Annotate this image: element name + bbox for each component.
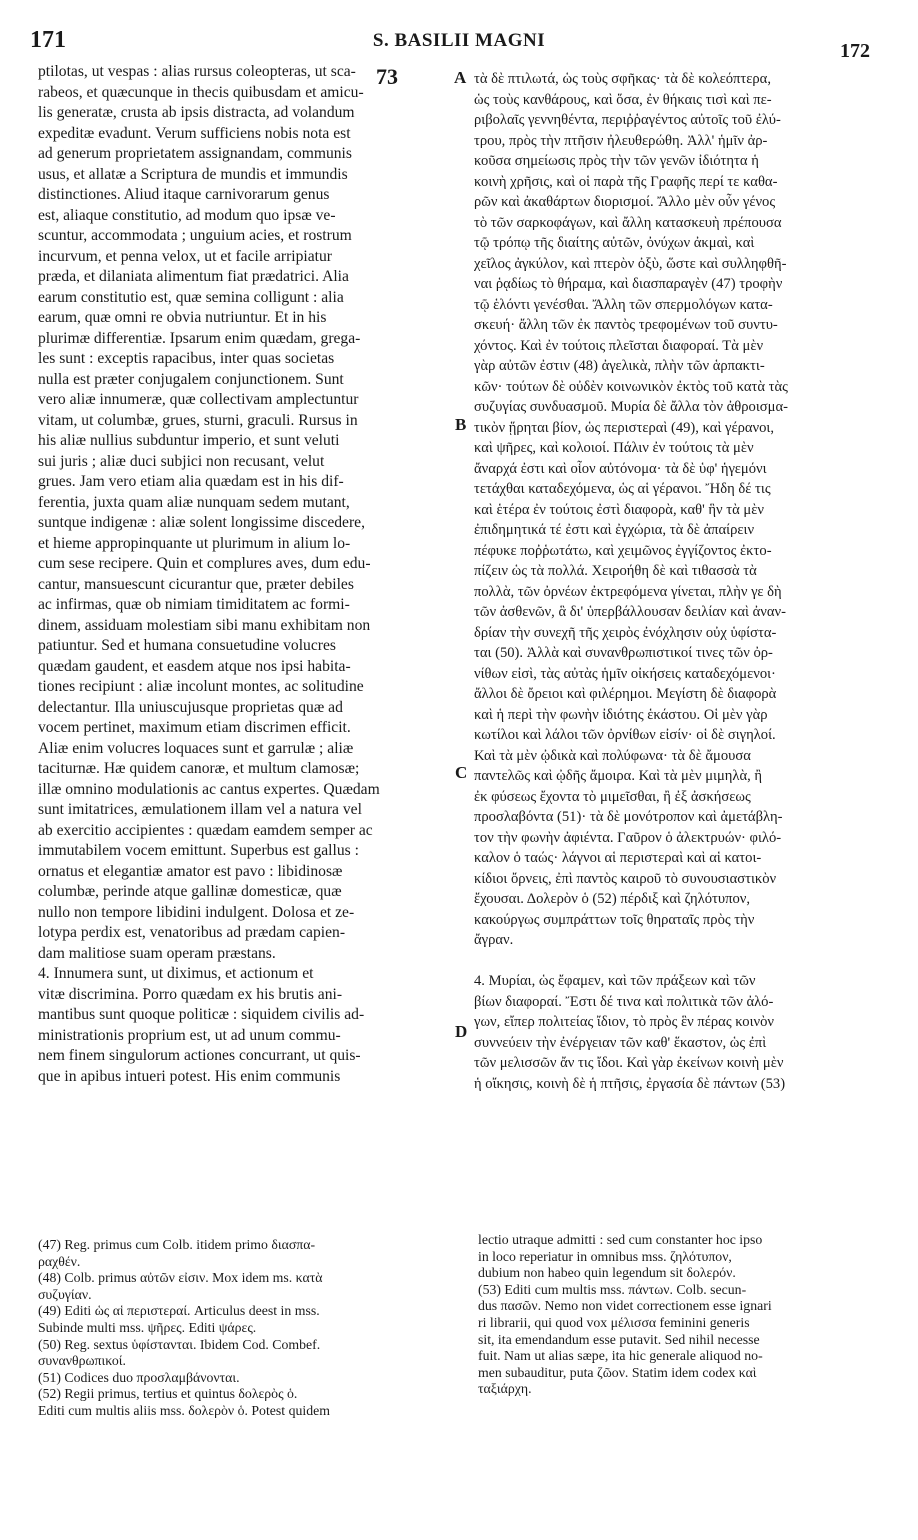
greek-text-line: προσλαβόντα (51)· τὰ δὲ μονότροπον καὶ ἀμετάβλη- — [474, 809, 783, 825]
greek-text-line: γὰρ αὐτῶν ἐστιν (48) ἀγελικὰ, πλὴν τῶν ἁρπακτι- — [474, 358, 765, 374]
greek-text-line: τον τὴν φωνὴν ἀφιέντα. Γαῦρον ὁ ἀλεκτρυών· φιλό- — [474, 829, 782, 846]
greek-text-line: χεῖλος ἀγκύλον, καὶ πτερὸν ὀξὺ, ὥστε καὶ συλληφθῆ- — [474, 255, 787, 272]
greek-text-line: τῷ τρόπῳ τῆς διαίτης αὐτῶν, ὀνύχων ἀκμαὶ, καὶ — [474, 235, 755, 251]
greek-text-line: ἐπιδημητικά τέ ἐστι καὶ ἐγχώρια, τὰ δὲ ἀπαίρειν — [474, 522, 755, 538]
greek-text-line: τὸ τῶν σαρκοφάγων, καὶ ἄλλη κατασκευὴ πρέπουσα — [474, 214, 782, 231]
greek-text-line: τετάχθαι καταδεχόμενα, ὡς αἱ γέρανοι. Ἤδη δέ τις — [474, 481, 771, 497]
greek-text-line: πίζειν ὡς τὰ πολλά. Χειροήθη δὲ καὶ τιθασσὰ τὰ — [474, 563, 757, 579]
latin-text-line: immutabilem vocem emittunt. Superbus est gallus : — [38, 842, 359, 859]
latin-text-line: columbæ, perinde atque gallinæ domesticæ, quæ — [38, 883, 342, 900]
latin-text-line: ac infirmas, quæ ob nimiam timiditatem ac formi- — [38, 596, 350, 613]
latin-text-line: vocem pertinet, maximum etiam discrimen efficit. — [38, 719, 351, 736]
footnote-line: (49) Editi ὡς αἱ περιστεραί. Articulus deest in mss. — [38, 1303, 320, 1319]
footnote-line: men subauditur, puta ζῶον. Statim idem codex καὶ — [478, 1364, 757, 1380]
latin-text-line: rabeos, et quæcunque in thecis quibusdam et amicu- — [38, 83, 364, 101]
footnote-line: ri librarii, qui quod vox μέλισσα feminini generis — [478, 1314, 750, 1330]
greek-text-line: Καὶ τὰ μὲν ᾠδικὰ καὶ πολύφωνα· τὰ δὲ ἄμουσα — [474, 747, 751, 764]
greek-text-line — [474, 951, 886, 972]
greek-text-column — [474, 69, 886, 1094]
latin-text-line: Aliæ enim volucres loquaces sunt et garrulæ ; aliæ — [38, 739, 354, 757]
latin-text-column — [38, 62, 446, 1087]
latin-text-line: mantibus sunt quoque politicæ : siquidem civilis ad- — [38, 1006, 365, 1023]
latin-text-line: ptilotas, ut vespas : alias rursus coleopteras, ut sca- — [38, 63, 356, 80]
latin-text-line: incurvum, et penna velox, ut et facile arripiatur — [38, 247, 332, 265]
greek-text-line: συννεύειν τὴν ἐνέργειαν τῶν καθ' ἕκαστον, ὡς ἐπὶ — [474, 1034, 767, 1051]
latin-text-line: præda, et dilaniata alimentum fiat prædatrici. Alia — [38, 268, 349, 285]
greek-text-line: ἐκ φύσεως ἔχοντα τὸ μιμεῖσθαι, ἢ ἐξ ἀσκήσεως — [474, 788, 751, 805]
latin-text-line: his aliæ nullius subduntur imperio, et sunt veluti — [38, 432, 340, 449]
latin-text-line: plurimæ differentiæ. Ipsarum enim quædam, grega- — [38, 329, 361, 347]
footnote-line: (52) Regii primus, tertius et quintus δολερὸς ὁ. — [38, 1386, 298, 1402]
greek-text-line: καὶ ἡ περὶ τὴν φωνὴν ἰδιότης ἑκάστου. Οἱ μὲν γὰρ — [474, 706, 768, 723]
greek-text-line: σκευή· ἄλλη τῶν ἐκ παντὸς τρεφομένων τοῦ συντυ- — [474, 317, 778, 333]
footnote-line: dus πασῶν. Nemo non videt correctionem esse ignari — [478, 1298, 772, 1314]
latin-text-line: vitam, ut columbæ, grues, sturni, graculi. Rursus in — [38, 411, 358, 429]
latin-text-line: lotypa perdix est, venatoribus ad prædam capien- — [38, 924, 346, 941]
footnotes-right — [478, 1232, 890, 1398]
greek-text-line: καὶ ψῆρες, καὶ κολοιοί. Πάλιν ἐν τούτοις τὰ μὲν — [474, 440, 754, 456]
latin-text-line: cum sese recipere. Quin et complures aves, dum edu- — [38, 555, 371, 572]
latin-text-line: sunt imitatrices, æmulationem illam vel a natura vel — [38, 801, 362, 818]
column-number: 73 — [376, 64, 398, 89]
greek-text-line: τικὸν ᾕρηται βίον, ὡς περιστεραὶ (49), καὶ γέρανοι, — [474, 419, 774, 436]
footnote-line: fuit. Nam ut alias sæpe, ita hic generale aliquod no- — [478, 1348, 763, 1364]
latin-text-line: ministrationis proprium est, ut ad unum commu- — [38, 1026, 341, 1044]
latin-text-line: vitæ discrimina. Porro quædam ex his brutis ani- — [38, 985, 343, 1003]
greek-text-line: πολλὰ, τῶν ὀρνέων ἐκτρεφόμενα γίνεται, πλὴν γε δὴ — [474, 583, 782, 600]
greek-text-line: βίων διαφοραί. Ἔστι δέ τινα καὶ πολιτικὰ τῶν ἀλό- — [474, 993, 774, 1010]
latin-text-line: taciturnæ. Hæ quidem canoræ, et multum clamosæ; — [38, 760, 360, 777]
latin-text-line: illæ omnino modulationis ac cantus expertes. Quædam — [38, 780, 380, 798]
footnote-line: συνανθρωπικοί. — [38, 1353, 126, 1369]
greek-text-line: ται (50). Ἀλλὰ καὶ συνανθρωπιστικοί τινες τῶν ὀρ- — [474, 645, 773, 661]
footnote-line: lectio utraque admitti : sed cum constanter hoc ipso — [478, 1232, 763, 1247]
greek-text-line: ρῶν καὶ ἀκαθάρτων διορισμοί. Ἄλλο μὲν οὖν γένος — [474, 194, 776, 210]
greek-text-line: ὡς τοὺς κανθάρους, καὶ ὅσα, ἐν θήκαις τισὶ καὶ πε- — [474, 91, 772, 108]
latin-text-line: vero aliæ innumeræ, quæ collectivam amplectuntur — [38, 391, 359, 408]
latin-text-line: quædam gaudent, et easdem atque nos ipsi habita- — [38, 657, 351, 675]
latin-text-line: cantur, mansuescunt cicurantur que, præter debiles — [38, 575, 354, 593]
greek-text-line: κοῦσα σημείωσις πρὸς τὴν τῶν γενῶν ἰδιότητα ἡ — [474, 153, 759, 169]
footnote-line: (51) Codices duo προσλαμβάνονται. — [38, 1369, 240, 1385]
greek-text-line: κακούργως συμπράττων τοῖς θηραταῖς πρὸς τὴν — [474, 911, 755, 928]
latin-text-line: grues. Jam vero etiam alia quædam est in his dif- — [38, 473, 344, 490]
latin-text-line: usus, et allatæ a Scriptura de mundis et immundis — [38, 165, 348, 183]
greek-text-line: παντελῶς καὶ ᾠδῆς ἄμοιρα. Καὶ τὰ μὲν μιμηλὰ, ἢ — [474, 768, 763, 784]
section-marker-b: B — [455, 415, 467, 434]
latin-text-line: est, aliaque constitutio, ad modum quo ipsæ ve- — [38, 206, 336, 224]
latin-text-line: que in apibus intueri potest. His enim communis — [38, 1067, 341, 1085]
latin-text-line: earum constitutio est, quæ semina colligunt : alia — [38, 288, 344, 306]
footnote-line: συζυγίαν. — [38, 1286, 92, 1302]
latin-text-line: suntque indigenæ : aliæ solent longissime discedere, — [38, 514, 365, 531]
footnote-line: (48) Colb. primus αὐτῶν εἰσιν. Mox idem ms. κατὰ — [38, 1270, 323, 1286]
latin-text-line: 4. Innumera sunt, ut diximus, et actionum et — [38, 965, 314, 982]
greek-text-line: ἡ οἴκησις, κοινὴ δὲ ἡ πτῆσις, ἐργασία δὲ πάντων (53) — [474, 1075, 786, 1092]
footnote-line: Subinde multi mss. ψῆρες. Editi ψάρες. — [38, 1319, 257, 1335]
footnote-line: in loco reperiatur in omnibus mss. ζηλότυπον, — [478, 1248, 732, 1264]
latin-text-line: distinctiones. Aliud itaque carnivorarum genus — [38, 186, 330, 203]
greek-text-line: καλον ὁ ταώς· λάγνοι αἱ περιστεραὶ καὶ αἱ κατοι- — [474, 850, 762, 866]
greek-text-line: τῶν μελισσῶν ἄν τις ἴδοι. Καὶ γὰρ ἐκείνων κοινὴ μὲν — [474, 1055, 784, 1071]
section-marker-c: C — [455, 763, 468, 782]
greek-text-line: γων, εἴπερ πολιτείας ἴδιον, τὸ πρὸς ἓν πέρας κοινὸν — [474, 1014, 774, 1030]
greek-text-line: ναι ῥᾳδίως τὸ θήραμα, καὶ διασπαραγὲν (47) τροφὴν — [474, 276, 783, 292]
latin-text-line: ab exercitio accipientes : quædam eamdem semper ac — [38, 821, 373, 839]
greek-text-line: ἄναρχά ἐστι καὶ οἷον αὐτόνομα· τὰ δὲ ὑφ' ἡγεμόνι — [474, 460, 767, 477]
greek-text-line: κῶν· τούτων δὲ οὐδὲν κοινωνικὸν ἐκτὸς τοῦ κατὰ τὰς — [474, 378, 788, 395]
latin-text-line: dinem, assiduam molestiam sibi manu exhibitam non — [38, 616, 371, 634]
footnote-line: ραχθέν. — [38, 1253, 81, 1269]
latin-text-line: nem finem singulorum actiones concurrant, ut quis- — [38, 1047, 361, 1064]
latin-text-line: ornatus et elegantiæ amator est pavo : libidinosæ — [38, 862, 343, 880]
greek-text-line: τρου, πρὸς τὴν πτῆσιν ἠλευθερώθη. Ἀλλ' ἡμῖν ἀρ- — [474, 132, 768, 149]
latin-text-line: patiuntur. Sed et humana consuetudine volucres — [38, 637, 336, 654]
right-page-number: 172 — [840, 40, 870, 62]
greek-text-line: τὰ δὲ πτιλωτά, ὡς τοὺς σφῆκας· τὰ δὲ κολεόπτερα, — [474, 71, 771, 87]
latin-text-line: tiones recipiunt : aliæ incolunt montes, ac solitudine — [38, 678, 364, 695]
greek-text-line: τῶν ἀσθενῶν, ἃ δι' ὑπερβάλλουσαν δειλίαν καὶ ἀναν- — [474, 604, 786, 620]
latin-text-line: scuntur, accommodata ; unguium acies, et rostrum — [38, 227, 352, 244]
greek-text-line: κωτίλοι καὶ λάλοι τῶν ὀρνίθων εἰσίν· οἱ δὲ σιγηλοί. — [474, 727, 776, 743]
greek-text-line: χόντος. Καὶ ἐν τούτοις πλεῖσται διαφοραί. Τὰ μὲν — [474, 337, 764, 354]
greek-text-line: νίθων εἰσὶ, τὰς αὐτὰς ἡμῖν οἰκήσεις καταδεχόμενοι· — [474, 665, 776, 682]
greek-text-line: κίδιοι ὄρνεις, ἐπὶ παντὸς καιροῦ τὸ συνουσιαστικὸν — [474, 870, 777, 887]
latin-text-line: sui juris ; aliæ duci subjici non recusant, velut — [38, 452, 325, 470]
latin-text-line: earum, quæ omni re obvia nutriuntur. Et in his — [38, 309, 327, 326]
footnote-line: (50) Reg. sextus ὑφίστανται. Ibidem Cod. Combef. — [38, 1336, 321, 1352]
footnote-line: dubium non habeo quin legendum sit δολερόν. — [478, 1265, 736, 1281]
greek-text-line: 4. Μυρίαι, ὡς ἔφαμεν, καὶ τῶν πράξεων καὶ τῶν — [474, 973, 756, 989]
greek-text-line: συζυγίας συνδυασμοῦ. Μυρία δὲ ἄλλα τὸν ἀθροισμα- — [474, 399, 788, 415]
greek-text-line: ἄλλοι δὲ ὄρειοι καὶ φιλέρημοι. Μεγίστη δὲ διαφορὰ — [474, 686, 777, 702]
greek-text-line: ριβολαῖς γεννηθέντα, περιῤῥαγέντος αὐτοῖς τοῦ ἐλύ- — [474, 112, 781, 128]
greek-text-line: ἔχουσαι. Δολερὸν ὁ (52) πέρδιξ καὶ ζηλότυπον, — [474, 891, 751, 907]
latin-text-line: les sunt : exceptis rapacibus, inter quas societas — [38, 350, 335, 367]
greek-text-line: πέφυκε ποῤῥωτάτω, καὶ χειμῶνος ἐγγίζοντος ἐκτο- — [474, 542, 772, 559]
footnotes-left — [38, 1237, 458, 1420]
latin-text-line: delectantur. Illa uniuscujusque proprietas quæ ad — [38, 698, 343, 716]
footnote-line: (47) Reg. primus cum Colb. itidem primo διασπα- — [38, 1237, 316, 1252]
greek-text-line: κοινὴ χρῆσις, καὶ οἱ παρὰ τῆς Γραφῆς περί τε καθα- — [474, 173, 778, 190]
latin-text-line: et hieme appropinquante ut plurimum in alium lo- — [38, 534, 351, 552]
latin-text-line: ferentia, juxta quam aliæ nunquam sedem mutant, — [38, 493, 350, 511]
footnote-line: sit, ita emendandum esse putavit. Sed nihil necesse — [478, 1331, 760, 1347]
footnote-line: (53) Editi cum multis mss. πάντων. Colb. secun- — [478, 1281, 747, 1297]
footnote-line: ταξιάρχη. — [478, 1381, 532, 1397]
section-marker-a: A — [454, 68, 467, 87]
greek-text-line: δρίαν τὴν συνεχῆ τῆς χειρὸς ἐνόχλησιν οὐχ ὑφίστα- — [474, 624, 777, 641]
latin-text-line: nullo non tempore libidini indulgent. Dolosa et ze- — [38, 903, 355, 921]
footnote-line: Editi cum multis aliis mss. δολερὸν ὁ. Potest quidem — [38, 1402, 330, 1418]
section-marker-d: D — [455, 1022, 468, 1041]
greek-text-line: ἄγραν. — [474, 932, 514, 948]
running-title: S. BASILII MAGNI — [372, 30, 546, 51]
greek-text-line: τῷ ἑλόντι γενέσθαι. Ἄλλη τῶν σπερμολόγων κατα- — [474, 296, 773, 313]
greek-text-line: καὶ ἑτέρα ἐν τούτοις ἐστὶ διαφορὰ, καθ' ἣν τὰ μὲν — [474, 501, 764, 518]
latin-text-line: expeditæ evadunt. Verum sufficiens nobis nota est — [38, 124, 351, 142]
latin-text-line: ad generum proprietatem assignandam, communis — [38, 145, 352, 162]
latin-text-line: dam malitiose suam operam præstans. — [38, 944, 276, 962]
latin-text-line: nulla est præter conjugalem conjunctionem. Sunt — [38, 370, 344, 388]
left-page-number: 171 — [30, 27, 66, 53]
latin-text-line: lis generatæ, crusta ab ipsis distracta, ad volandum — [38, 104, 355, 121]
